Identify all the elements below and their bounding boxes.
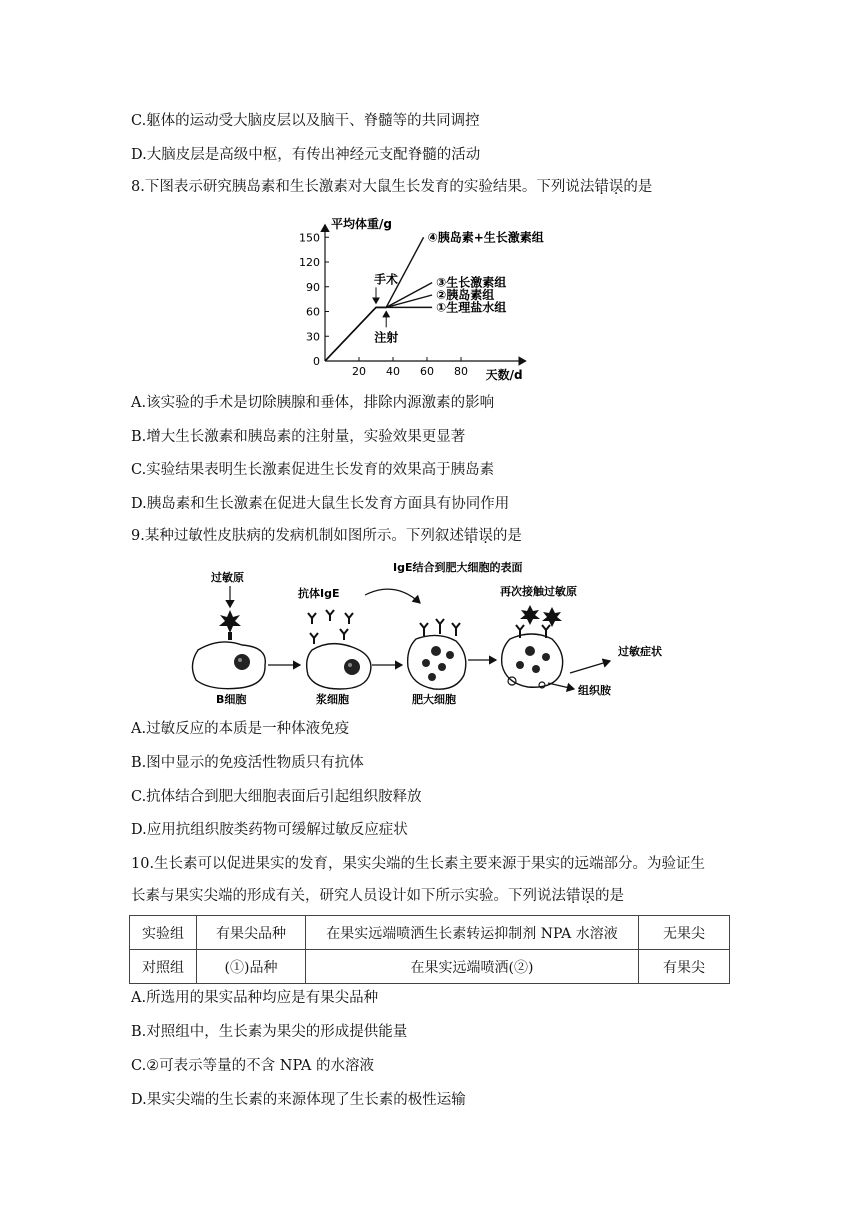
q9-option-c: C.抗体结合到肥大细胞表面后引起组织胺释放: [131, 789, 422, 805]
label-recontact: 再次接触过敏原: [500, 585, 577, 598]
q10-stem-text: 长素与果实尖端的形成有关，研究人员设计如下所示实验。下列说法: [131, 888, 566, 904]
table-cell: 在果实远端喷洒(②): [306, 950, 639, 984]
q9-option-d: D.应用抗组织胺类药物可缓解过敏反应症状: [131, 822, 408, 838]
table-cell: 无果尖: [639, 916, 730, 950]
label-allergen: 过敏原: [211, 571, 244, 584]
label-plasma-cell: 浆细胞: [316, 693, 349, 706]
table-cell: 实验组: [130, 916, 197, 950]
annotation-injection: 注射: [374, 330, 399, 345]
y-tick-label: 90: [306, 280, 320, 294]
q10-stem-tail: 的是: [595, 888, 624, 904]
y-tick-label: 60: [306, 305, 320, 319]
q10-stem-line2: [131, 886, 624, 906]
x-tick-label: 80: [454, 365, 468, 378]
annotation-surgery: 手术: [374, 272, 399, 287]
table-row: [130, 950, 730, 984]
y-tick-label: 30: [306, 330, 320, 344]
emphasis-char: 错: [463, 528, 479, 544]
q8-option-d: D.胰岛素和生长激素在促进大鼠生长发育方面具有协同作用: [131, 496, 510, 512]
plasma-cell-icon: [307, 644, 371, 689]
x-tick-label: 40: [386, 365, 400, 378]
y-tick-label: 0: [313, 355, 320, 368]
label-histamine: 组织胺: [578, 684, 611, 697]
x-axis-label: 天数/d: [485, 368, 523, 382]
table-cell: 有果尖品种: [197, 916, 306, 950]
label-ige-binding: IgE结合到肥大细胞的表面: [393, 561, 523, 574]
q8-option-b: B.增大生长激素和胰岛素的注射量，实验效果更显著: [131, 429, 466, 445]
q8-stem-tail: 的是: [623, 179, 653, 195]
b-cell-icon: [192, 642, 265, 689]
table-cell: 对照组: [130, 950, 197, 984]
table-cell: 有果尖: [639, 950, 730, 984]
table-cell: (①)品种: [197, 950, 306, 984]
x-tick-label: 20: [352, 365, 366, 378]
label-mast-cell: 肥大细胞: [412, 693, 456, 706]
y-tick-label: 150: [299, 231, 320, 245]
label-symptom: 过敏症状: [618, 645, 662, 658]
q9-option-b: B.图中显示的免疫活性物质只有抗体: [131, 755, 364, 771]
emphasis-char: 错: [566, 888, 581, 904]
q10-option-c: C.②可表示等量的不含 NPA 的水溶液: [131, 1058, 374, 1074]
table-row: [130, 916, 730, 950]
allergen-bound-icon: [520, 605, 562, 627]
allergen-icon: [219, 610, 241, 640]
q8-option-c: C.实验结果表明生长激素促进生长发育的效果高于胰岛素: [131, 462, 495, 478]
legend-label: ④胰岛素+生长激素组: [427, 230, 544, 245]
antibody-icon: [308, 610, 353, 644]
q9-stem-text: 9.某种过敏性皮肤病的发病机制如图所示。下列叙述: [131, 528, 464, 544]
series-line: [325, 283, 432, 361]
series-line: [325, 295, 432, 361]
legend-label: ①生理盐水组: [436, 300, 507, 315]
table-cell: 在果实远端喷洒生长素转运抑制剂 NPA 水溶液: [306, 916, 639, 950]
legend-label: ③生长激素组: [436, 275, 507, 290]
allergy-mechanism-diagram: [180, 555, 690, 710]
degranulating-mast-cell-icon: [502, 625, 563, 688]
emphasis-char: 误: [580, 888, 595, 904]
q10-stem-line1: 10.生长素可以促进果实的发育，果实尖端的生长素主要来源于果实的远端部分。为验证生: [131, 856, 706, 872]
y-axis-label: 平均体重/g: [331, 216, 392, 231]
emphasis-char: 误: [478, 528, 493, 544]
experiment-table: [129, 915, 730, 984]
y-tick-label: 120: [299, 256, 320, 269]
q8-stem: [131, 177, 652, 197]
q10-option-a: A.所选用的果实品种均应是有果尖品种: [131, 990, 379, 1006]
q9-stem: [131, 526, 522, 546]
q7-option-c: C.躯体的运动受大脑皮层以及脑干、脊髓等的共同调控: [131, 113, 480, 129]
q9-option-a: A.过敏反应的本质是一种体液免疫: [131, 721, 350, 737]
q8-option-a: A.该实验的手术是切除胰腺和垂体，排除内源激素的影响: [131, 395, 495, 411]
emphasis-char: 错: [594, 179, 609, 195]
q9-stem-tail: 的是: [492, 528, 522, 544]
legend-label: ②胰岛素组: [436, 288, 495, 302]
mast-cell-icon: [408, 619, 466, 689]
label-b-cell: B细胞: [216, 693, 247, 706]
q8-stem-text: 8.下图表示研究胰岛素和生长激素对大鼠生长发育的实验结果。下列说法: [131, 179, 595, 195]
q7-option-d: D.大脑皮层是高级中枢，有传出神经元支配脊髓的活动: [131, 147, 481, 163]
q8-growth-chart: [290, 204, 580, 384]
q10-option-b: B.对照组中，生长素为果尖的形成提供能量: [131, 1024, 408, 1040]
emphasis-char: 误: [608, 179, 624, 195]
x-tick-label: 60: [420, 365, 434, 378]
q10-option-d: D.果实尖端的生长素的来源体现了生长素的极性运输: [131, 1092, 466, 1108]
label-antibody: 抗体IgE: [298, 587, 340, 600]
